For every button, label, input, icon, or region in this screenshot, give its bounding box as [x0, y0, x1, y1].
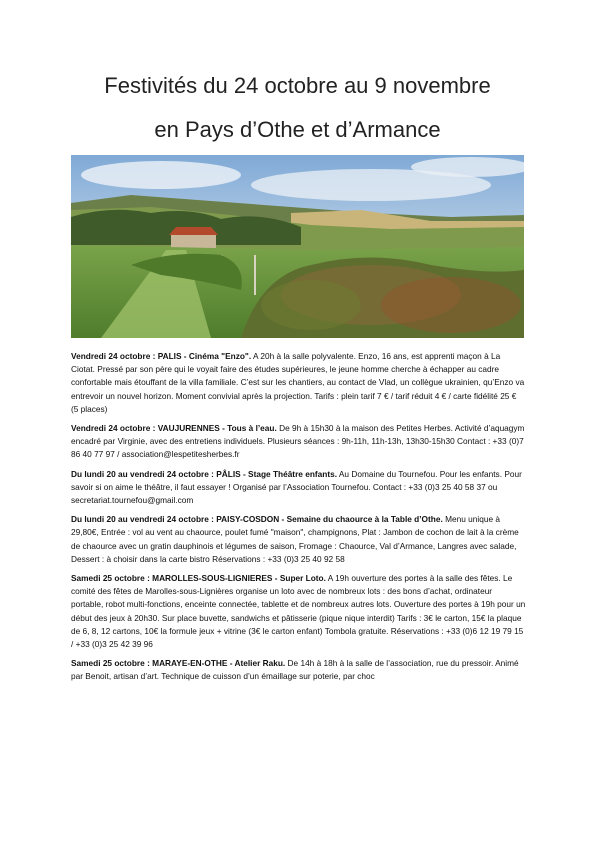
event-headline: PALIS - Cinéma "Enzo". — [157, 351, 252, 361]
event-list — [71, 350, 526, 690]
event-description: De 14h à 18h à la salle de l’association, rue du pressoir. Animé par Benoit, artisan d’art. Technique de cuisson d’un émaillage sur poterie, par choc — [71, 658, 519, 682]
countryside-photo — [71, 155, 524, 338]
event-description: De 9h à 15h30 à la maison des Petites Herbes. Activité d’aquagym encadré par Virginie, avec des entretiens individuels. Plusieurs séances : 9h-11h, 11h-13h, 13h30-15h30 Contact : +33 (0)7 86 40 77 97 / association@lespetitesherbes.fr — [71, 423, 525, 460]
event-description: A 19h ouverture des portes à la salle des fêtes. Le comité des fêtes de Marolles-sous-Lignières organise un loto avec de nombreux lots : des bons d’achat, ordinateur portable, robot multi-fonctions, enceinte connectée, tablette et de nombreux autres lots. Ouverture des portes à 19h pour un début des jeux à 20h30. Sur place buvette, sandwichs et pâtisserie (pique nique interdit) Tarifs : 3€ le carton, 15€ la plaque de 6, 8, 12 cartons, 10€ la formule jeux + vitrine (3€ le carton enfant) Tombola gratuite. Réservations : +33 (0)6 12 19 79 15 / +33 (0)3 25 42 39 96 — [71, 573, 526, 650]
event-headline: VAUJURENNES - Tous à l’eau. — [157, 423, 277, 434]
event-item: Vendredi 24 octobre : VAUJURENNES - Tous à l’eau. De 9h à 15h30 à la maison des Petites Herbes. Activité d’aquagym encadré par Virginie, avec des entretiens individuels. Plusieurs séances : 9h-11h, 11h-13h, 13h30-15h30 Contact : +33 (0)7 86 40 77 97 / association@lespetitesherbes.fr — [71, 423, 525, 460]
event-description: Menu unique à 29,80€, Entrée : vol au vent au chaource, poulet fumé "maison", champignons, Plat : Jambon de cochon de lait à la crème de chaource avec un gratin dauphinois et légumes de saison, Fromage : Chaource, Val d’Armance, Langres avec salade, Dessert : à choisir dans la carte bistro Réservations : +33 (0)3 25 40 92 58 — [71, 514, 519, 564]
event-item: Du lundi 20 au vendredi 24 octobre : PÂLIS - Stage Théâtre enfants. Au Domaine du Tournefou. Pour les enfants. Pour savoir si on aime le théâtre, il faut essayer ! Organisé par l’Association Tournefou. Contact : +33 (0)3 25 40 58 37 ou secretariat.tournefou@gmail.com — [71, 468, 522, 506]
event-headline: MAROLLES-SOUS-LIGNIERES - Super Loto. — [152, 573, 326, 584]
event-item: Du lundi 20 au vendredi 24 octobre : PAISY-COSDON - Semaine du chaource à la Table d’Othe. Menu unique à 29,80€, Entrée : vol au vent au chaource, poulet fumé "maison", champignons, Plat : Jambon de cochon de lait à la crème de chaource avec un gratin dauphinois et légumes de saison, Fromage : Chaource, Val d’Armance, Langres avec salade, Dessert : à choisir dans la carte bistro Réservations : +33 (0)3 25 40 92 58 — [71, 514, 519, 564]
event-date: Samedi 25 octobre — [71, 573, 145, 584]
event-headline: MARAYE-EN-OTHE - Atelier Raku. — [152, 658, 286, 669]
event-date: Vendredi 24 octobre — [71, 351, 151, 361]
event-description: Au Domaine du Tournefou. Pour les enfants. Pour savoir si on aime le théâtre, il faut essayer ! Organisé par l’Association Tournefou. Contact : +33 (0)3 25 40 58 37 ou secretariat.tournefou@gmail.com — [71, 468, 522, 506]
event-date: Vendredi 24 octobre — [71, 423, 151, 434]
event-date: Du lundi 20 au vendredi 24 octobre — [71, 468, 209, 479]
event-description: A 20h à la salle polyvalente. Enzo, 16 ans, est apprenti maçon à La Ciotat. Pressé par son père qui le voyait faire des études supérieures, le jeune homme cherche à échapper au cadre confortable mais étouffant de la villa familiale. C’est sur les chantiers, au contact de Vlad, un collègue ukrainien, qu’Enzo va entrevoir un nouvel horizon. Moment convivial après la projection. Tarifs : plein tarif 7 € / tarif réduit 4 € / carte fidélité 25 € (5 places) — [71, 351, 525, 414]
event-headline: PÂLIS - Stage Théâtre enfants. — [216, 468, 338, 479]
page-title-line-2: en Pays d’Othe et d’Armance — [154, 117, 441, 142]
event-date: Du lundi 20 au vendredi 24 octobre — [71, 514, 209, 525]
event-date: Samedi 25 octobre — [71, 658, 145, 669]
event-item: Samedi 25 octobre : MAROLLES-SOUS-LIGNIERES - Super Loto. A 19h ouverture des portes à la salle des fêtes. Le comité des fêtes de Marolles-sous-Lignières organise un loto avec de nombreux lots : des bons d’achat, ordinateur portable, robot multi-fonctions, enceinte connectée, tablette et de nombreux autres lots. Ouverture des portes à 19h pour un début des jeux à 20h30. Sur place buvette, sandwichs et pâtisserie (pique nique interdit) Tarifs : 3€ le carton, 15€ la plaque de 6, 8, 12 cartons, 10€ la formule jeux + vitrine (3€ le carton enfant) Tombola gratuite. Réservations : +33 (0)6 12 19 79 15 / +33 (0)3 25 42 39 96 — [71, 573, 526, 650]
event-headline: PAISY-COSDON - Semaine du chaource à la Table d’Othe. — [216, 514, 443, 525]
page-title-line-1: Festivités du 24 octobre au 9 novembre — [104, 73, 491, 98]
event-item: Vendredi 24 octobre : PALIS - Cinéma "Enzo". A 20h à la salle polyvalente. Enzo, 16 ans, est apprenti maçon à La Ciotat. Pressé par son père qui le voyait faire des études supérieures, le jeune homme cherche à échapper au cadre confortable mais étouffant de la villa familiale. C’est sur les chantiers, au contact de Vlad, un collègue ukrainien, qu’Enzo va entrevoir un nouvel horizon. Moment convivial après la projection. Tarifs : plein tarif 7 € / tarif réduit 4 € / carte fidélité 25 € (5 places) — [71, 351, 525, 414]
event-item: Samedi 25 octobre : MARAYE-EN-OTHE - Atelier Raku. De 14h à 18h à la salle de l’association, rue du pressoir. Animé par Benoit, artisan d’art. Technique de cuisson d’un émaillage sur poterie, par choc — [71, 658, 519, 682]
